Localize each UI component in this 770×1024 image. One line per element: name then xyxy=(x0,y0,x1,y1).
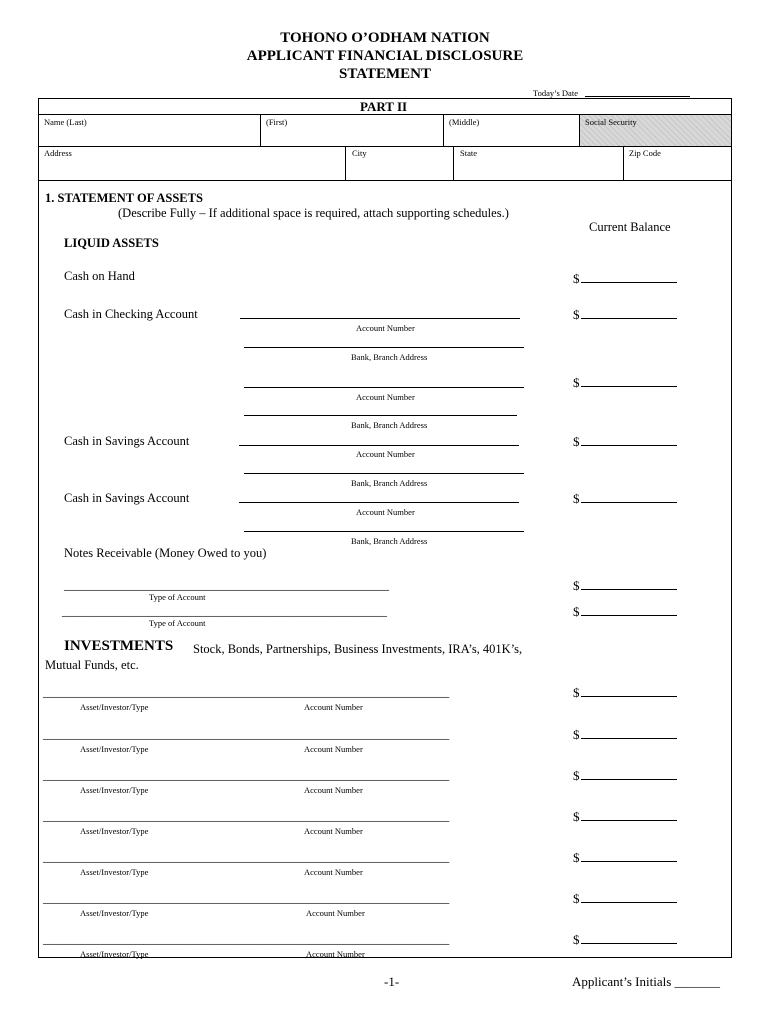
asset-investor-type-caption: Asset/Investor/Type xyxy=(80,908,149,918)
grid-line xyxy=(260,114,261,146)
investment-entry-line[interactable]: _________________________________________________________________ xyxy=(43,932,450,946)
dollar-sign: $ xyxy=(573,685,580,700)
asset-investor-type-caption: Asset/Investor/Type xyxy=(80,949,149,959)
cash-on-hand-label: Cash on Hand xyxy=(64,269,135,283)
checking-amount-1[interactable] xyxy=(573,306,677,323)
savings-amount-2[interactable] xyxy=(573,490,677,507)
state-field[interactable]: State xyxy=(460,148,477,158)
bank-address-line[interactable] xyxy=(244,347,524,348)
address-field[interactable]: Address xyxy=(44,148,72,158)
bank-address-line[interactable] xyxy=(244,531,524,532)
investment-amount[interactable] xyxy=(573,767,677,784)
name-last-field[interactable]: Name (Last) xyxy=(44,117,87,127)
account-number-caption: Account Number xyxy=(304,744,363,754)
dollar-sign: $ xyxy=(573,932,580,947)
social-security-field[interactable]: Social Security xyxy=(585,117,637,127)
grid-line xyxy=(38,146,731,147)
form-title-line1: TOHONO O’ODHAM NATION xyxy=(280,30,490,46)
investment-entry-line[interactable]: _________________________________________________________________ xyxy=(43,685,450,699)
dollar-sign: $ xyxy=(573,891,580,906)
investment-amount[interactable] xyxy=(573,684,677,701)
grid-line xyxy=(38,180,731,181)
dollar-sign: $ xyxy=(573,578,580,593)
dollar-sign: $ xyxy=(573,307,580,322)
grid-line xyxy=(579,114,580,146)
account-number-caption: Account Number xyxy=(356,449,415,459)
todays-date-label: Today’s Date xyxy=(533,88,578,98)
investment-entry-line[interactable]: _________________________________________________________________ xyxy=(43,891,450,905)
investment-amount[interactable] xyxy=(573,890,677,907)
savings-account-line[interactable] xyxy=(239,445,519,446)
bank-branch-caption: Bank, Branch Address xyxy=(351,478,428,488)
account-number-caption: Account Number xyxy=(306,949,365,959)
dollar-sign: $ xyxy=(573,850,580,865)
bank-branch-caption: Bank, Branch Address xyxy=(351,352,428,362)
notes-amount-1[interactable] xyxy=(573,577,677,594)
dollar-sign: $ xyxy=(573,271,580,286)
cash-checking-label: Cash in Checking Account xyxy=(64,307,198,321)
investments-heading: INVESTMENTS xyxy=(64,638,174,654)
dollar-sign: $ xyxy=(573,375,580,390)
asset-investor-type-caption: Asset/Investor/Type xyxy=(80,744,149,754)
type-of-account-caption: Type of Account xyxy=(149,618,206,628)
grid-line xyxy=(443,114,444,146)
checking-account-line[interactable] xyxy=(240,318,520,319)
investment-entry-line[interactable]: _________________________________________________________________ xyxy=(43,809,450,823)
account-number-caption: Account Number xyxy=(304,826,363,836)
investment-entry-line[interactable]: _________________________________________________________________ xyxy=(43,768,450,782)
todays-date-field[interactable] xyxy=(585,96,690,97)
account-number-caption: Account Number xyxy=(306,908,365,918)
dollar-sign: $ xyxy=(573,491,580,506)
middle-name-field[interactable]: (Middle) xyxy=(449,117,480,127)
notes-receivable-label: Notes Receivable (Money Owed to you) xyxy=(64,546,267,560)
account-number-caption: Account Number xyxy=(356,392,415,402)
checking-account-line-2[interactable] xyxy=(244,387,524,388)
form-title-line2: APPLICANT FINANCIAL DISCLOSURE xyxy=(246,48,524,64)
investment-entry-line[interactable]: _________________________________________________________________ xyxy=(43,850,450,864)
cash-on-hand-amount[interactable] xyxy=(573,270,677,287)
bank-branch-caption: Bank, Branch Address xyxy=(351,420,428,430)
applicant-initials[interactable]: Applicant’s Initials _______ xyxy=(572,974,721,989)
asset-investor-type-caption: Asset/Investor/Type xyxy=(80,785,149,795)
dollar-sign: $ xyxy=(573,727,580,742)
grid-line xyxy=(345,146,346,180)
type-of-account-caption: Type of Account xyxy=(149,592,206,602)
investments-description: Stock, Bonds, Partnerships, Business Investments, IRA’s, 401K’s, xyxy=(193,642,523,656)
notes-amount-2[interactable] xyxy=(573,603,677,620)
investment-amount[interactable] xyxy=(573,849,677,866)
investment-amount[interactable] xyxy=(573,931,677,948)
dollar-sign: $ xyxy=(573,604,580,619)
dollar-sign: $ xyxy=(573,768,580,783)
city-field[interactable]: City xyxy=(352,148,367,158)
section1-instructions: (Describe Fully – If additional space is required, attach supporting schedules.) xyxy=(118,206,509,220)
zip-code-field[interactable]: Zip Code xyxy=(629,148,661,158)
section1-heading: 1. STATEMENT OF ASSETS xyxy=(45,191,203,205)
savings-account-line-2[interactable] xyxy=(239,502,519,503)
cash-savings-label-2: Cash in Savings Account xyxy=(64,491,190,505)
page-number: -1- xyxy=(384,974,400,989)
dollar-sign: $ xyxy=(573,434,580,449)
savings-amount-1[interactable] xyxy=(573,433,677,450)
account-number-caption: Account Number xyxy=(356,323,415,333)
liquid-assets-heading: LIQUID ASSETS xyxy=(64,236,159,250)
bank-address-line[interactable] xyxy=(244,415,517,416)
account-number-caption: Account Number xyxy=(304,702,363,712)
account-number-caption: Account Number xyxy=(304,867,363,877)
investment-amount[interactable] xyxy=(573,726,677,743)
part-heading: PART II xyxy=(360,99,408,114)
notes-type-line-1[interactable]: ____________________________________________________ xyxy=(64,578,389,592)
checking-amount-2[interactable] xyxy=(573,374,677,391)
bank-branch-caption: Bank, Branch Address xyxy=(351,536,428,546)
investments-description-2: Mutual Funds, etc. xyxy=(45,658,139,672)
bank-address-line[interactable] xyxy=(244,473,524,474)
notes-type-line-2[interactable]: ____________________________________________________ xyxy=(62,604,387,618)
account-number-caption: Account Number xyxy=(304,785,363,795)
investment-entry-line[interactable]: _________________________________________________________________ xyxy=(43,727,450,741)
asset-investor-type-caption: Asset/Investor/Type xyxy=(80,867,149,877)
asset-investor-type-caption: Asset/Investor/Type xyxy=(80,702,149,712)
investment-amount[interactable] xyxy=(573,808,677,825)
asset-investor-type-caption: Asset/Investor/Type xyxy=(80,826,149,836)
grid-line xyxy=(453,146,454,180)
dollar-sign: $ xyxy=(573,809,580,824)
account-number-caption: Account Number xyxy=(356,507,415,517)
form-title-line3: STATEMENT xyxy=(339,66,431,82)
current-balance-label: Current Balance xyxy=(589,220,671,234)
first-name-field[interactable]: (First) xyxy=(266,117,288,127)
grid-line xyxy=(623,146,624,180)
cash-savings-label: Cash in Savings Account xyxy=(64,434,190,448)
